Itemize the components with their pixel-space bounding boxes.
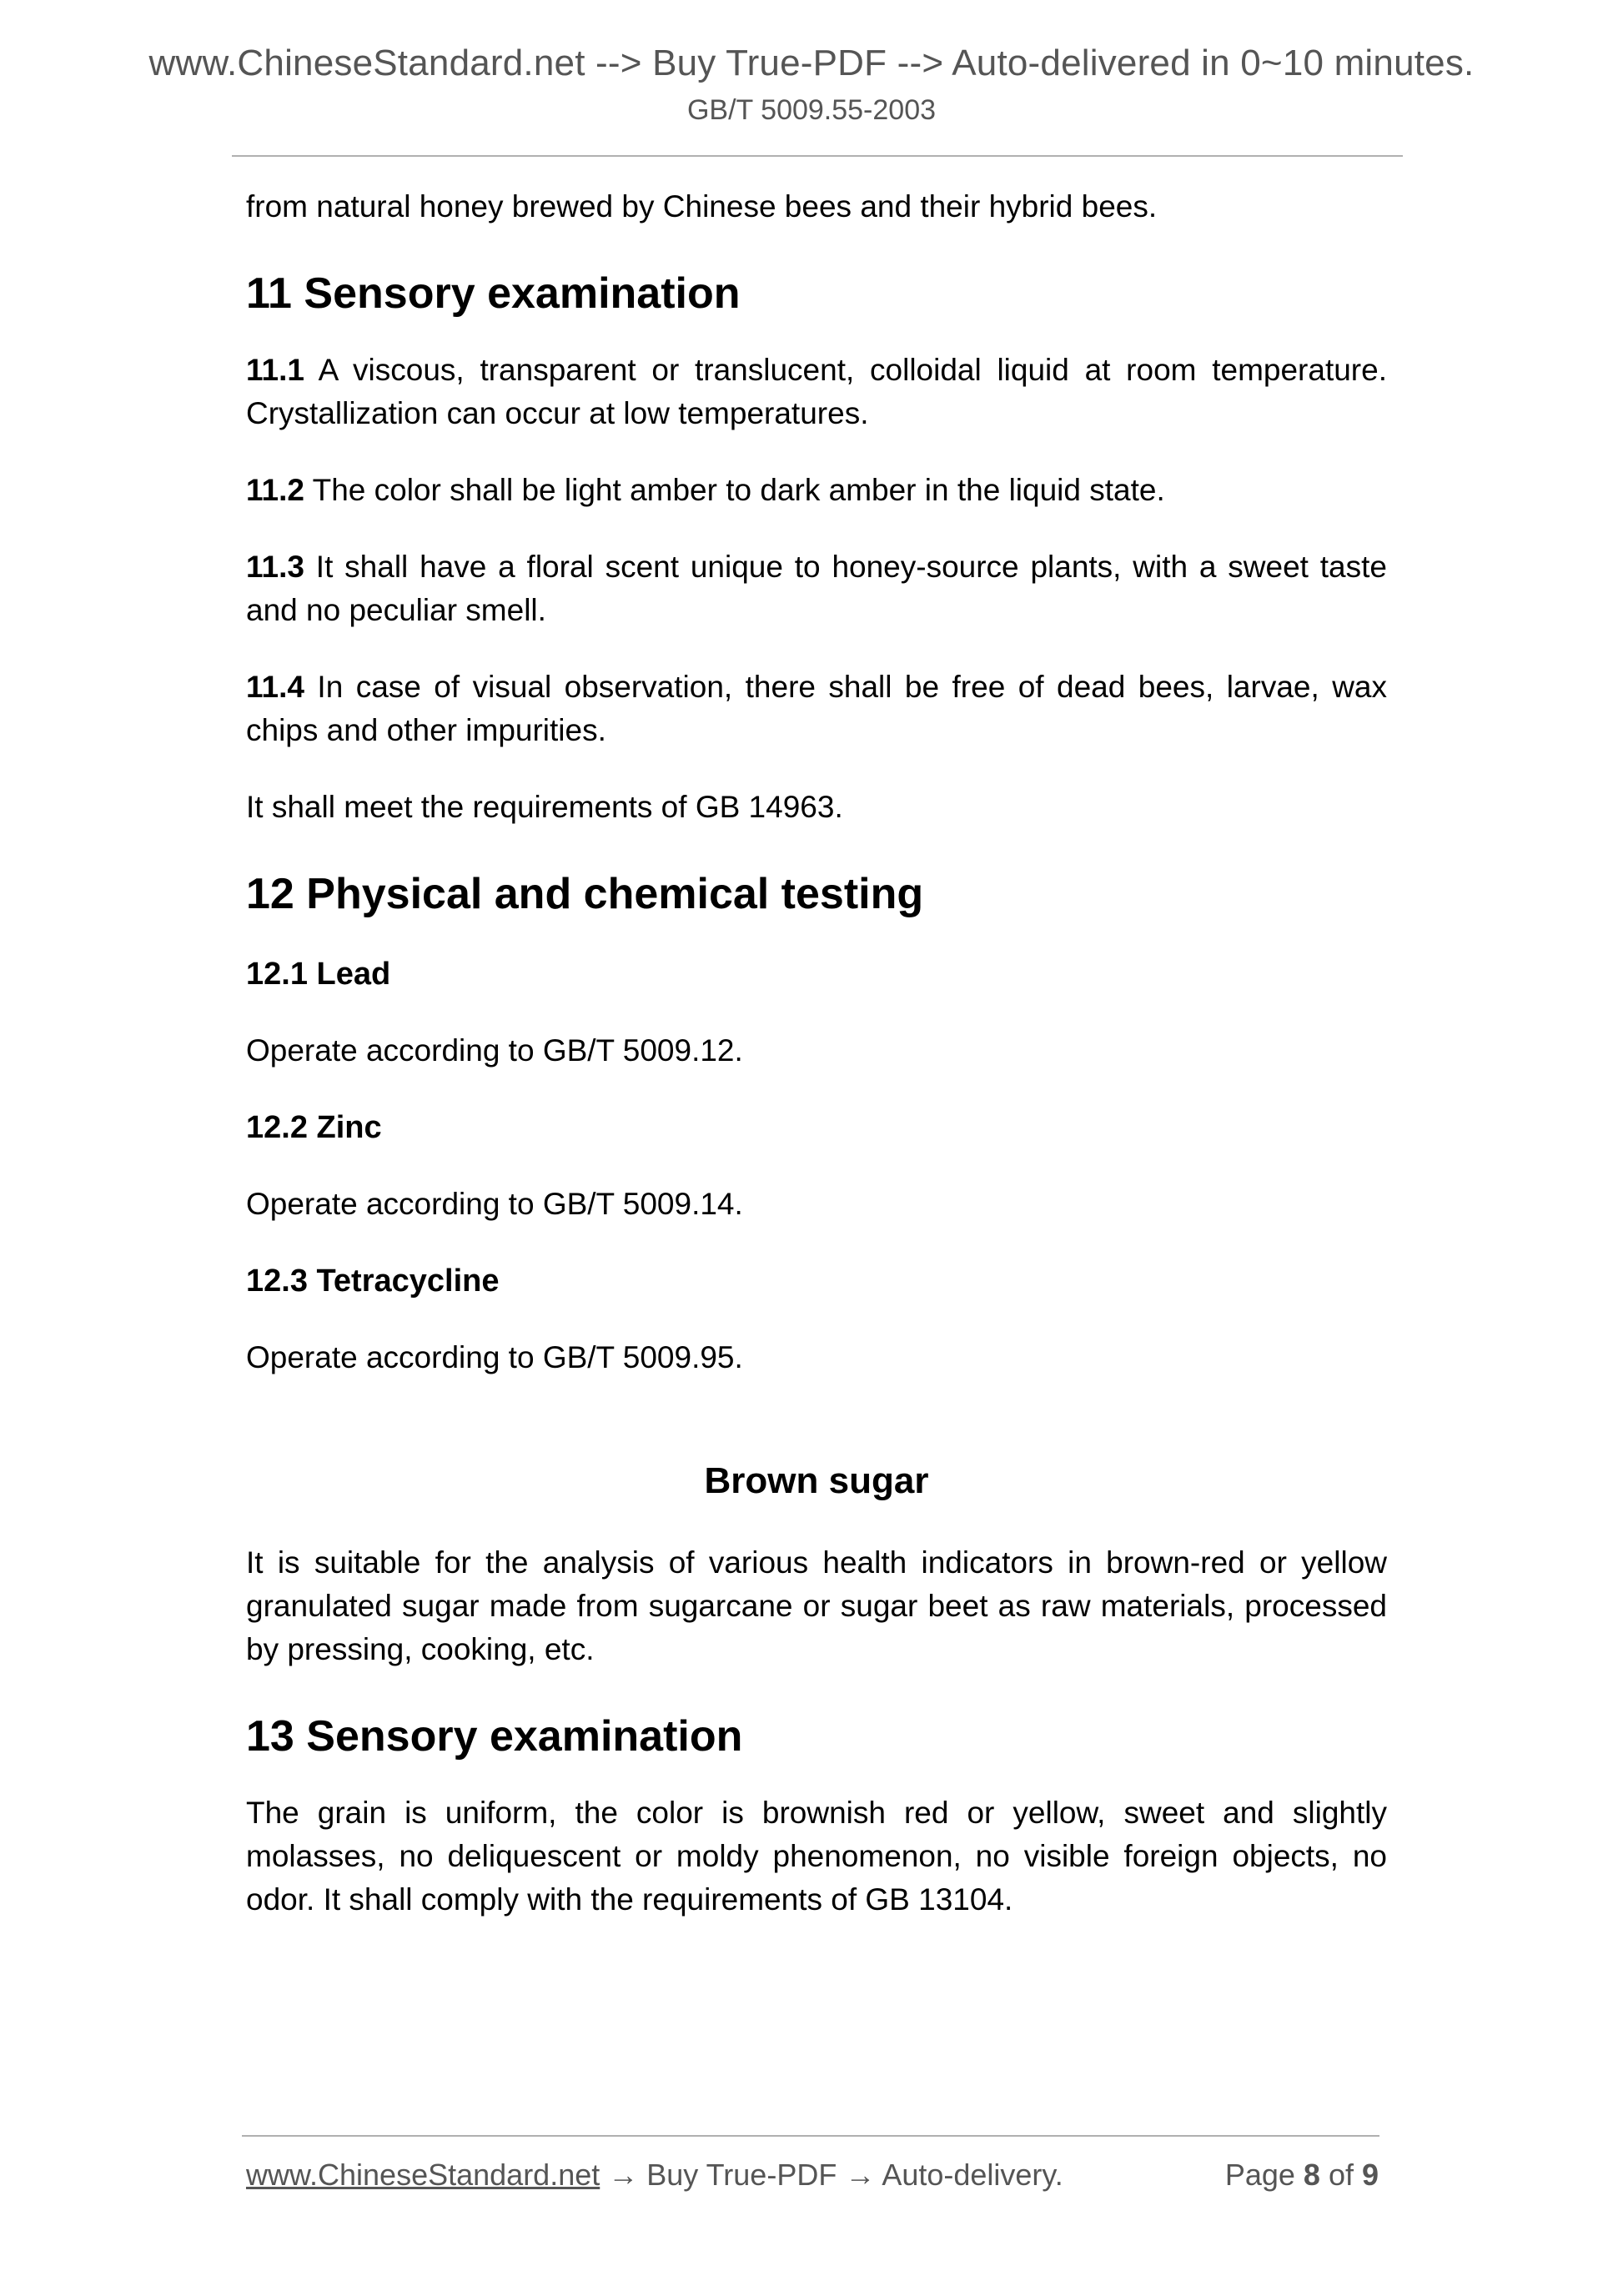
subsection-12-3-text: Operate according to GB/T 5009.95.: [246, 1340, 743, 1374]
clause-text: It shall have a floral scent unique to honey-source plants, with a sweet taste and no peculiar smell.: [246, 550, 1387, 627]
subsection-12-3-heading: 12.3 Tetracycline: [246, 1264, 500, 1299]
clause-11-4: [246, 666, 1387, 752]
page-header: [0, 40, 1623, 130]
page-total: 9: [1361, 2158, 1379, 2192]
page-of: of: [1319, 2158, 1362, 2192]
section-13-text: The grain is uniform, the color is brownish red or yellow, sweet and slightly molasses, no deliquescent or moldy phenomenon, no visible foreign objects, no odor. It shall comply with the requirements of GB 13104.: [246, 1796, 1387, 1917]
subsection-12-1-heading: 12.1 Lead: [246, 957, 391, 992]
section-12-heading: 12 Physical and chemical testing: [246, 870, 924, 918]
section-13-heading: 13 Sensory examination: [246, 1712, 743, 1761]
brown-sugar-title: Brown sugar: [704, 1460, 929, 1501]
footer-tagline: → Buy True-PDF → Auto-delivery.: [600, 2158, 1063, 2192]
clause-number: 11.1: [246, 353, 304, 387]
brown-sugar-scope: It is suitable for the analysis of various health indicators in brown-red or yellow granulated sugar made from sugarcane or sugar beet as raw materials, processed by pressing, cooking, etc.: [246, 1545, 1387, 1666]
footer-divider: [242, 2135, 1379, 2137]
clause-text: The color shall be light amber to dark amber in the liquid state.: [304, 473, 1165, 507]
header-banner: www.ChineseStandard.net --> Buy True-PDF --> Auto-delivered in 0~10 minutes.: [148, 43, 1475, 83]
subsection-12-2-text: Operate according to GB/T 5009.14.: [246, 1187, 743, 1221]
section-11-heading: 11 Sensory examination: [246, 269, 741, 318]
clause-11-3: [246, 545, 1387, 632]
section-11-closing: It shall meet the requirements of GB 14963.: [246, 790, 843, 824]
intro-continuation: from natural honey brewed by Chinese bees and their hybrid bees.: [246, 189, 1158, 224]
clause-number: 11.4: [246, 670, 304, 704]
page-number: [1225, 2155, 1379, 2195]
page-current: 8: [1303, 2158, 1320, 2192]
site-link[interactable]: www.ChineseStandard.net: [246, 2158, 600, 2192]
clause-number: 11.3: [246, 550, 304, 584]
page-label: Page: [1224, 2158, 1304, 2192]
subsection-12-2-heading: 12.2 Zinc: [246, 1110, 382, 1145]
clause-text: In case of visual observation, there shall be free of dead bees, larvae, wax chips and other impurities.: [246, 670, 1387, 747]
clause-text: A viscous, transparent or translucent, colloidal liquid at room temperature. Crystallization can occur at low temperatures.: [246, 353, 1387, 430]
document-body: [246, 185, 1387, 1922]
standard-code: GB/T 5009.55-2003: [686, 94, 937, 126]
footer-promo: [246, 2155, 1063, 2195]
header-divider: [232, 155, 1403, 157]
clause-11-2: [246, 469, 1387, 512]
clause-11-1: [246, 349, 1387, 435]
clause-number: 11.2: [246, 473, 304, 507]
subsection-12-1-text: Operate according to GB/T 5009.12.: [246, 1033, 743, 1068]
